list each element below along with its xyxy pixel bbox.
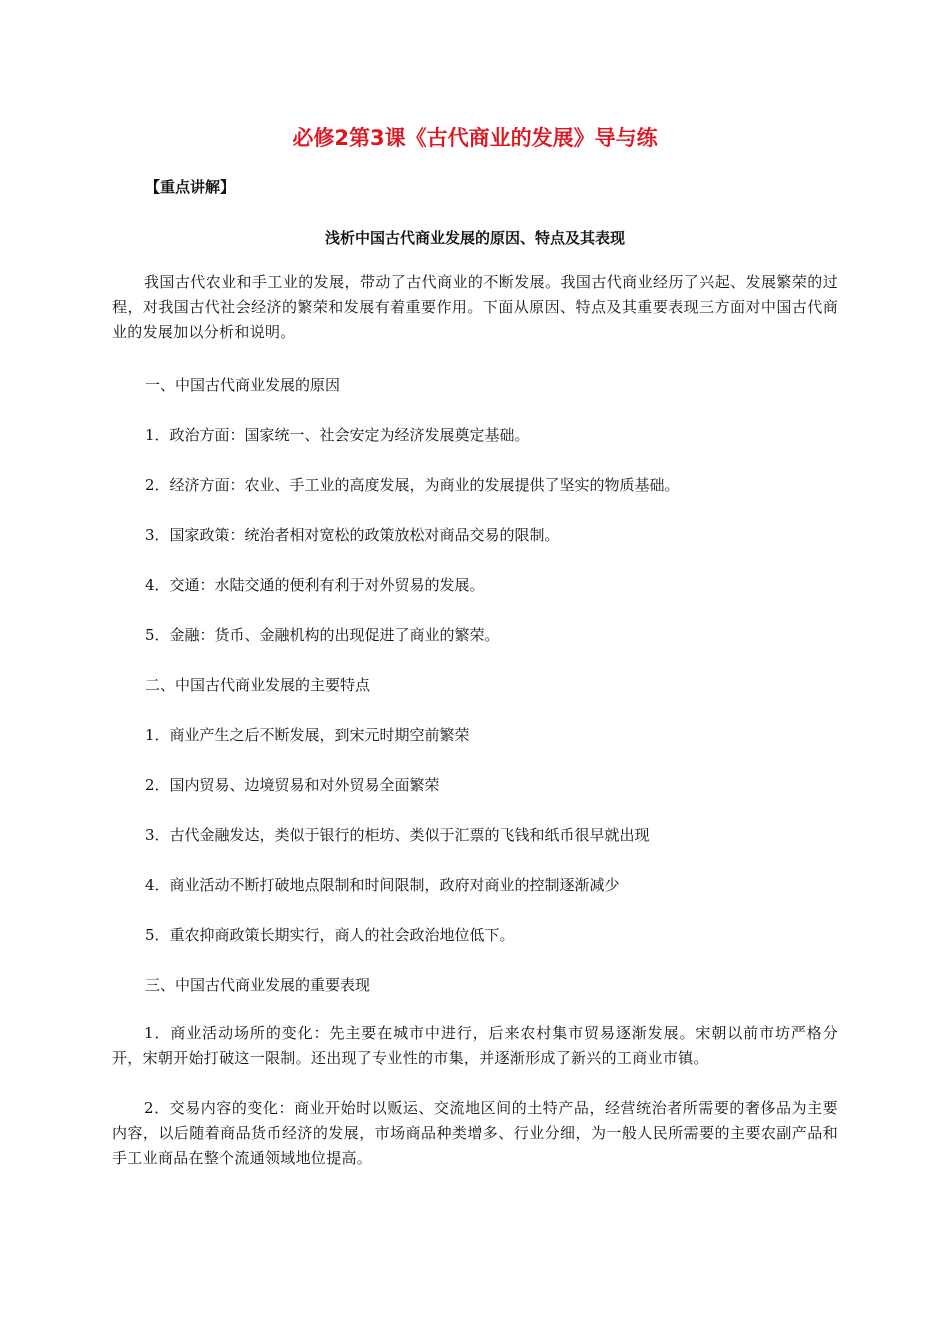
cause-item: 2．经济方面：农业、手工业的高度发展，为商业的发展提供了坚实的物质基础。 [145, 476, 680, 494]
feature-item: 4．商业活动不断打破地点限制和时间限制，政府对商业的控制逐渐减少 [145, 876, 620, 894]
feature-item: 3．古代金融发达，类似于银行的柜坊、类似于汇票的飞钱和纸币很早就出现 [145, 826, 650, 844]
cause-item: 3．国家政策：统治者相对宽松的政策放松对商品交易的限制。 [145, 526, 560, 544]
heading-manifestations: 三、中国古代商业发展的重要表现 [145, 976, 371, 994]
cause-item: 5．金融：货币、金融机构的出现促进了商业的繁荣。 [145, 626, 500, 644]
manifestation-paragraph: 2．交易内容的变化：商业开始时以贩运、交流地区间的土特产品，经营统治者所需要的奢侈品为主要内容，以后随着商品货币经济的发展，市场商品种类增多、行业分细，为一般人民所需要的主要农副产品和手工业商品在整个流通领域地位提高。 [112, 1099, 838, 1167]
document-title: 必修2第3课《古代商业的发展》导与练 [292, 126, 658, 150]
feature-item: 2．国内贸易、边境贸易和对外贸易全面繁荣 [145, 776, 440, 794]
article-subtitle: 浅析中国古代商业发展的原因、特点及其表现 [324, 229, 625, 247]
heading-causes: 一、中国古代商业发展的原因 [145, 376, 341, 394]
cause-item: 1．政治方面：国家统一、社会安定为经济发展奠定基础。 [145, 426, 530, 444]
intro-paragraph: 我国古代农业和手工业的发展，带动了古代商业的不断发展。我国古代商业经历了兴起、发展繁荣的过程，对我国古代社会经济的繁荣和发展有着重要作用。下面从原因、特点及其重要表现三方面对中国古代商业的发展加以分析和说明。 [112, 273, 838, 341]
feature-item: 1．商业产生之后不断发展，到宋元时期空前繁荣 [145, 726, 470, 744]
feature-item: 5．重农抑商政策长期实行，商人的社会政治地位低下。 [145, 926, 515, 944]
cause-item: 4．交通：水陆交通的便利有利于对外贸易的发展。 [145, 576, 485, 594]
manifestation-paragraph: 1．商业活动场所的变化：先主要在城市中进行，后来农村集市贸易逐渐发展。宋朝以前市坊严格分开，宋朝开始打破这一限制。还出现了专业性的市集，并逐渐形成了新兴的工商业市镇。 [112, 1024, 838, 1067]
section-label: 【重点讲解】 [145, 178, 236, 196]
heading-features: 二、中国古代商业发展的主要特点 [145, 676, 371, 694]
